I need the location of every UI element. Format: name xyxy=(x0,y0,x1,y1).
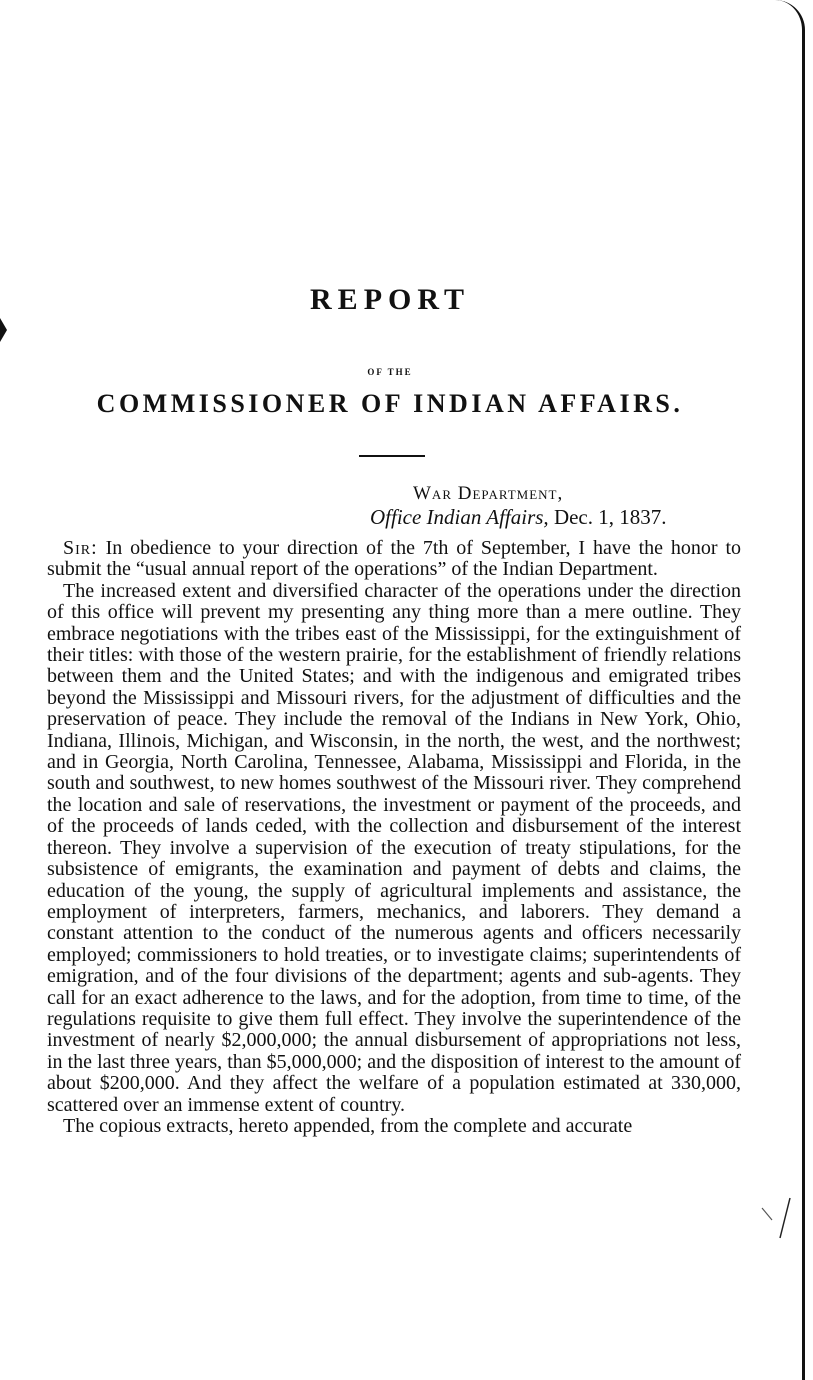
paragraph-1 xyxy=(47,538,741,581)
salutation: Sir: xyxy=(63,537,98,559)
paragraph-1-text: In obedience to your direction of the 7th of September, I have the honor to submit the “usual annual report of the operations” of the Indian Department. xyxy=(47,537,741,581)
pencil-mark-icon xyxy=(760,1196,794,1240)
title-divider xyxy=(359,455,425,457)
title-connector: OF THE xyxy=(367,367,413,377)
office-name: Office Indian Affairs, xyxy=(370,505,549,529)
letter-body xyxy=(47,538,741,1137)
department-name: War Department, xyxy=(413,483,564,504)
dateline-office xyxy=(370,505,667,530)
page-subtitle: COMMISSIONER OF INDIAN AFFAIRS. xyxy=(96,389,684,418)
letter-date: Dec. 1, 1837. xyxy=(553,505,667,529)
margin-arrow-icon xyxy=(0,318,7,342)
paragraph-3: The copious extracts, hereto appended, from the complete and accurate xyxy=(63,1114,633,1137)
dateline-department xyxy=(413,483,563,505)
page-title: REPORT xyxy=(310,283,470,316)
paragraph-2: The increased extent and diversified character of the operations under the direction of this office will prevent my presenting any thing more than a mere outline. They embrace negotiations with the tribes east of the Mississippi, for the extinguishment of their titles: with those of the western prairie, for the establishment of friendly relations between them and the United States; and with the indigenous and emigrated tribes beyond the Mississippi and Missouri rivers, for the adjustment of difficulties and the preservation of peace. They include the removal of the Indians in New York, Ohio, Indiana, Illinois, Michigan, and Wisconsin, in the north, the west, and the northwest; and in Georgia, North Carolina, Tennessee, Alabama, Mississippi and Florida, in the south and southwest, to new homes southwest of the Missouri river. They comprehend the location and sale of reservations, the investment or payment of the proceeds, and of the proceeds of lands ceded, with the collection and disbursement of the interest thereon. They involve a supervision of the execution of treaty stipulations, for the subsistence of emigrants, the examination and payment of debts and claims, the education of the young, the supply of agricultural implements and assistance, the employment of interpreters, farmers, mechanics, and laborers. They demand a constant attention to the conduct of the numerous agents and officers necessarily employed; commissioners to hold treaties, or to investigate claims; superintendents of emigration, and of the four divisions of the department; agents and sub-agents. They call for an exact adherence to the laws, and for the adoption, from time to time, of the regulations requisite to give them full effect. They involve the superintendence of the investment of nearly $2,000,000; the annual disbursement of appropriations not less, in the last three years, than $5,000,000; and the disposition of interest to the amount of about $200,000. And they affect the welfare of a population estimated at 330,000, scattered over an immense extent of country. xyxy=(47,579,741,1116)
